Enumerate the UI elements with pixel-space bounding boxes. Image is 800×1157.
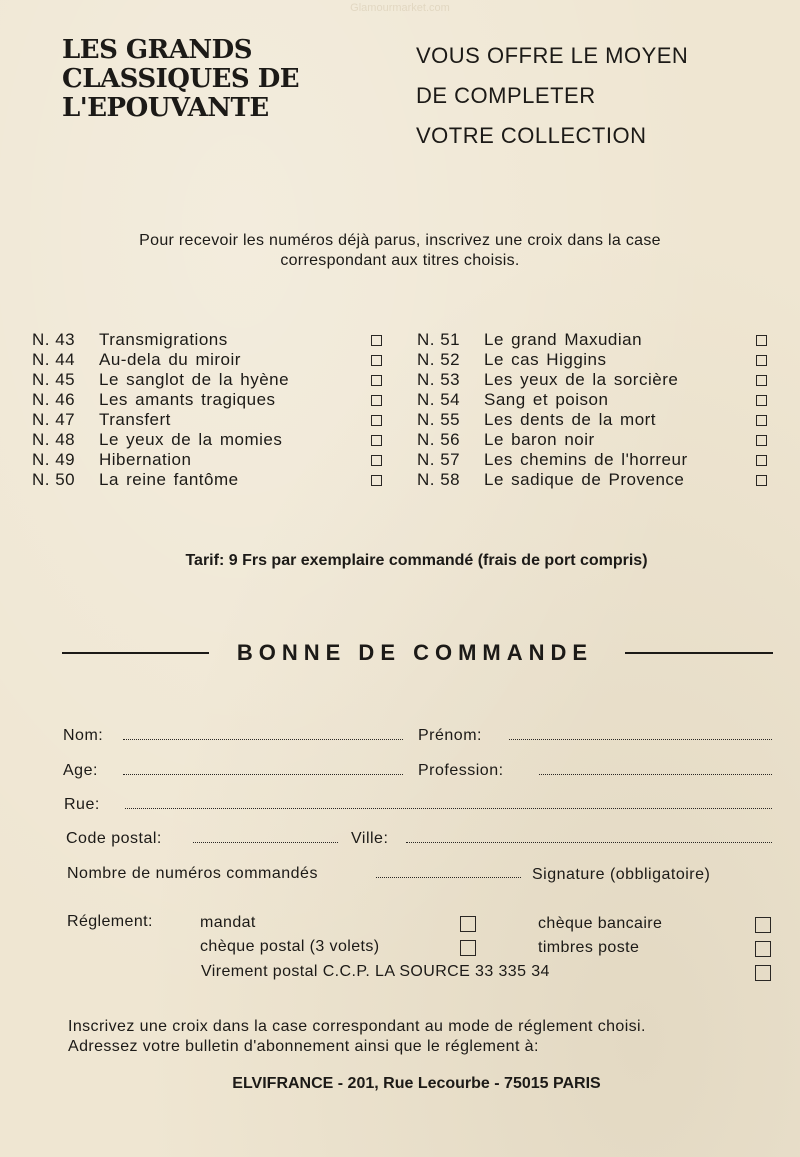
issue-number: N. 56: [417, 430, 461, 449]
issue-title: Transmigrations: [99, 330, 228, 349]
issue-checkbox[interactable]: [371, 435, 382, 446]
cheque-bancaire-label: chèque bancaire: [538, 915, 663, 932]
issue-checkbox[interactable]: [756, 355, 767, 366]
issue-title: Au-dela du miroir: [99, 350, 241, 369]
title-line: L'EPOUVANTE: [62, 93, 269, 123]
mandat-label: mandat: [200, 914, 256, 931]
issue-checkbox[interactable]: [371, 335, 382, 346]
intro-line: correspondant aux titres choisis.: [280, 252, 520, 269]
issue-number: N. 49: [32, 450, 76, 469]
issue-number: N. 57: [417, 450, 461, 469]
virement-checkbox[interactable]: [755, 965, 771, 981]
cheque-bancaire-checkbox[interactable]: [755, 917, 771, 933]
issue-title: Le cas Higgins: [484, 350, 607, 369]
issue-number: N. 54: [417, 390, 461, 409]
issue-item: [417, 450, 777, 470]
age-label: Age:: [63, 762, 98, 779]
issue-title: La reine fantôme: [99, 470, 239, 489]
issue-title: Hibernation: [99, 450, 192, 469]
issue-checkbox[interactable]: [371, 395, 382, 406]
signature-label: Signature (obbligatoire): [532, 866, 711, 883]
issue-number: N. 44: [32, 350, 76, 369]
watermark: Glamourmarket.com: [350, 2, 450, 14]
heading-rule-right: [625, 652, 773, 654]
issue-number: N. 51: [417, 330, 461, 349]
timbres-checkbox[interactable]: [755, 941, 771, 957]
issue-checkbox[interactable]: [756, 455, 767, 466]
issue-item: [417, 430, 777, 450]
age-field[interactable]: [123, 774, 403, 775]
issue-checkbox[interactable]: [756, 415, 767, 426]
nombre-field[interactable]: [376, 877, 521, 878]
tagline-line: VOUS OFFRE LE MOYEN: [416, 43, 689, 68]
reglement-label: Réglement:: [67, 913, 153, 930]
issue-title: Le baron noir: [484, 430, 595, 449]
issue-item: [32, 330, 392, 350]
issue-number: N. 43: [32, 330, 76, 349]
magazine-title: [62, 36, 362, 123]
issue-title: Les dents de la mort: [484, 410, 657, 429]
address: ELVIFRANCE - 201, Rue Lecourbe - 75015 PARIS: [232, 1075, 601, 1092]
issue-item: [417, 470, 777, 490]
cheque-postal-label: chèque postal (3 volets): [200, 938, 380, 955]
profession-label: Profession:: [418, 762, 504, 779]
nom-field[interactable]: [123, 739, 403, 740]
issue-checkbox[interactable]: [371, 475, 382, 486]
issue-item: [32, 430, 392, 450]
issue-checkbox[interactable]: [371, 455, 382, 466]
intro-line: Pour recevoir les numéros déjà parus, inscrivez une croix dans la case: [139, 232, 661, 249]
issue-number: N. 52: [417, 350, 461, 369]
issue-title: Les chemins de l'horreur: [484, 450, 688, 469]
issue-number: N. 58: [417, 470, 461, 489]
ville-label: Ville:: [351, 830, 389, 847]
timbres-label: timbres poste: [538, 939, 640, 956]
issue-checkbox[interactable]: [756, 435, 767, 446]
tagline-line: VOTRE COLLECTION: [416, 123, 647, 148]
virement-label: Virement postal C.C.P. LA SOURCE 33 335 34: [201, 963, 550, 980]
issue-item: [417, 390, 777, 410]
issue-checkbox[interactable]: [371, 415, 382, 426]
issue-title: Le grand Maxudian: [484, 330, 643, 349]
issue-item: [32, 370, 392, 390]
issue-number: N. 50: [32, 470, 76, 489]
issue-number: N. 53: [417, 370, 461, 389]
order-form-heading: BONNE DE COMMANDE: [236, 640, 594, 665]
issue-number: N. 55: [417, 410, 461, 429]
tagline-line: DE COMPLETER: [416, 83, 596, 108]
title-line: LES GRANDS: [62, 35, 252, 65]
code-postal-field[interactable]: [193, 842, 338, 843]
issue-item: [417, 370, 777, 390]
issue-item: [32, 350, 392, 370]
tagline: [416, 36, 688, 156]
profession-field[interactable]: [539, 774, 772, 775]
rue-field[interactable]: [125, 808, 772, 809]
nom-label: Nom:: [63, 727, 104, 744]
rue-label: Rue:: [64, 796, 100, 813]
issue-title: Sang et poison: [484, 390, 609, 409]
issue-item: [417, 410, 777, 430]
issue-number: N. 46: [32, 390, 76, 409]
footer-instructions: [68, 1017, 646, 1057]
issue-checkbox[interactable]: [756, 335, 767, 346]
cheque-postal-checkbox[interactable]: [460, 940, 476, 956]
issue-title: Le sadique de Provence: [484, 470, 685, 489]
issue-number: N. 48: [32, 430, 76, 449]
prenom-label: Prénom:: [418, 727, 482, 744]
intro-text: [60, 231, 740, 271]
issue-item: [32, 470, 392, 490]
prenom-field[interactable]: [509, 739, 772, 740]
issue-number: N. 45: [32, 370, 76, 389]
ville-field[interactable]: [406, 842, 772, 843]
issue-title: Les yeux de la sorcière: [484, 370, 679, 389]
issue-number: N. 47: [32, 410, 76, 429]
footer-line: Adressez votre bulletin d'abonnement ainsi que le réglement à:: [68, 1038, 539, 1055]
issue-item: [417, 330, 777, 350]
issue-title: Le yeux de la momies: [99, 430, 283, 449]
issue-checkbox[interactable]: [371, 375, 382, 386]
mandat-checkbox[interactable]: [460, 916, 476, 932]
title-line: CLASSIQUES DE: [62, 64, 300, 94]
issue-title: Le sanglot de la hyène: [99, 370, 290, 389]
footer-line: Inscrivez une croix dans la case correspondant au mode de réglement choisi.: [68, 1018, 646, 1035]
code-postal-label: Code postal:: [66, 830, 162, 847]
issue-item: [417, 350, 777, 370]
heading-rule-left: [62, 652, 209, 654]
issue-title: Les amants tragiques: [99, 390, 276, 409]
issue-checkbox[interactable]: [756, 375, 767, 386]
nombre-label: Nombre de numéros commandés: [67, 865, 318, 882]
issue-item: [32, 390, 392, 410]
issue-checkbox[interactable]: [756, 395, 767, 406]
issue-checkbox[interactable]: [371, 355, 382, 366]
issue-checkbox[interactable]: [756, 475, 767, 486]
issue-item: [32, 410, 392, 430]
issue-item: [32, 450, 392, 470]
issue-title: Transfert: [99, 410, 171, 429]
tarif-text: Tarif: 9 Frs par exemplaire commandé (frais de port compris): [185, 552, 648, 569]
